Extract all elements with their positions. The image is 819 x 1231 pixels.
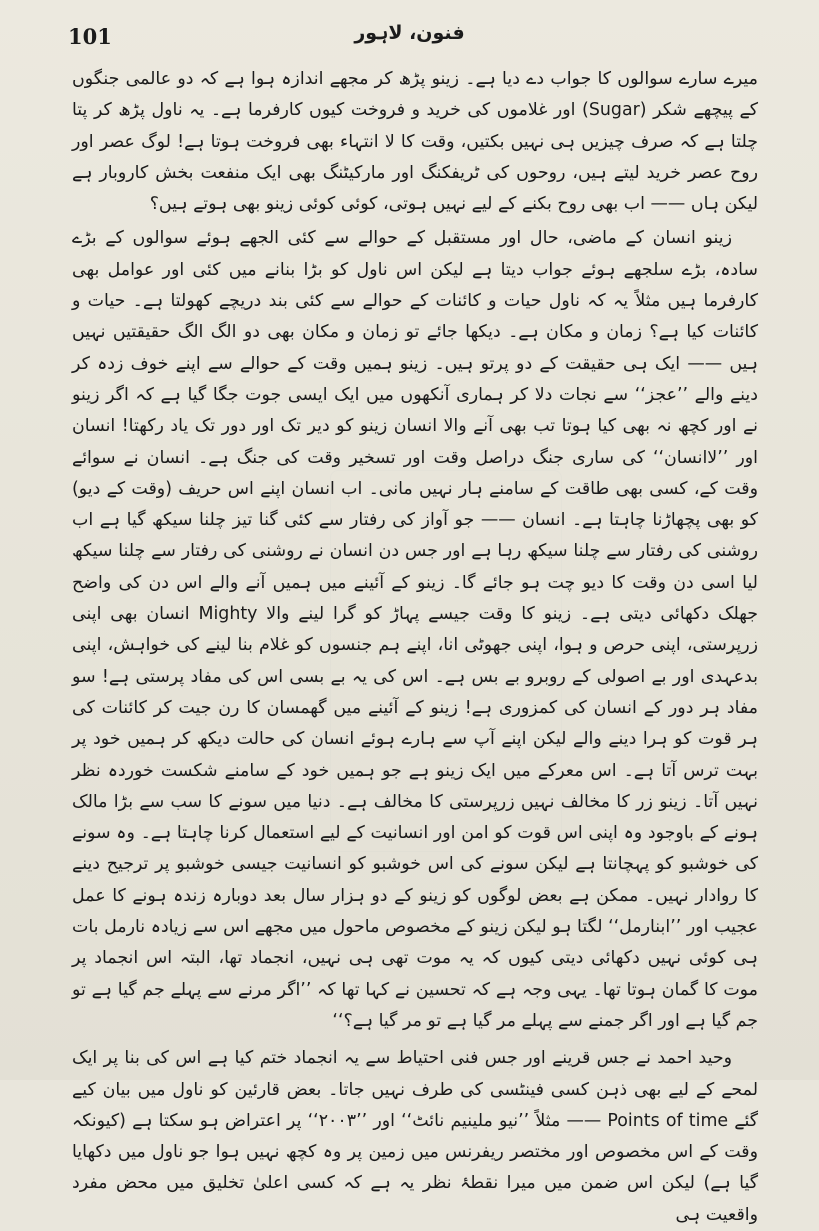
article-body <box>72 64 759 1225</box>
page-header <box>0 18 819 58</box>
page-number: 101 <box>68 24 112 49</box>
paragraph-3: وحید احمد نے جس قرینے اور جس فنی احتیاط سے یہ انجماد ختم کیا ہے اس کی بنا پر ایک لمحے کے لیے بھی ذہن کسی فینٹسی کی طرف نہیں جاتا۔ بعض قارئین کو ناول میں بیان کیے گئے Points of time —— مثلاً ’’نیو ملینیم نائٹ‘‘ اور ’’۲۰۰۳‘‘ پر اعتراض ہو سکتا ہے (کیونکہ وقت کے اس مخصوص اور مختصر ریفرنس میں زمین پر وہ کچھ نہیں ہوا جو ناول میں دکھایا گیا ہے) لیکن اس ضمن میں میرا نقطۂ نظر یہ ہے کہ کسی اعلیٰ تخلیق میں محض مفرد واقعیت ہی <box>72 1048 758 1225</box>
paragraph-1: میرے سارے سوالوں کا جواب دے دیا ہے۔ زینو پڑھ کر مجھے اندازہ ہوا ہے کہ دو عالمی جنگوں کے پیچھے شکر (Sugar) اور غلاموں کی خرید و فروخت کیوں کارفرما ہے۔ یہ ناول پڑھ کر پتا چلتا ہے کہ صرف چیزیں ہی نہیں بکتیں، وقت کا لا انتہاء بھی فروخت ہوتا ہے! لوگ عصر اور روح عصر خرید لیتے ہیں، روحوں کی ٹریفکنگ اور مارکیٹنگ بھی ایک منفعت بخش کاروبار ہے لیکن ہاں —— اب بھی روح بکنے کے لیے نہیں ہوتی، کوئی کوئی زینو بھی ہوتے ہیں؟ <box>72 69 758 215</box>
paragraph-2: زینو انسان کے ماضی، حال اور مستقبل کے حوالے سے کئی الجھے ہوئے سوالوں کے بڑے سادہ، بڑے سلجھے ہوئے جواب دیتا ہے لیکن اس ناول کو بڑا بنانے میں کئی اور عوامل بھی کارفرما ہیں مثلاً یہ کہ ناول حیات و کائنات کے حوالے سے کئی بند دریچے کھولتا ہے۔ حیات و کائنات کیا ہے؟ زمان و مکان ہے۔ دیکھا جائے تو زمان و مکان بھی دو الگ الگ حقیقتیں نہیں ہیں —— ایک ہی حقیقت کے دو پرتو ہیں۔ زینو ہمیں وقت کے حوالے سے اپنے خوف زدہ کر دینے والے ’’عجز‘‘ سے نجات دلا کر ہماری آنکھوں میں ایک ایسی جوت جگا گیا ہے کہ اگر زینو نے اور کچھ نہ بھی کیا ہوتا تب بھی آنے والا انسان زینو کو دیر تک اور دور تک یاد رکھتا! انسان اور ’’لاانسان‘‘ کی ساری جنگ دراصل وقت اور تسخیر وقت کی جنگ ہے۔ انسان نے سوائے وقت کے، کسی بھی طاقت کے سامنے ہار نہیں مانی۔ اب انسان اپنے اس حریف (وقت کے دیو) کو بھی پچھاڑنا چاہتا ہے۔ انسان —— جو آواز کی رفتار سے کئی گنا تیز چلنا سیکھ گیا ہے اب روشنی کی رفتار سے چلنا سیکھ رہا ہے اور جس دن انسان نے روشنی کی رفتار سے چلنا سیکھ لیا اسی دن وقت کا دیو چت ہو جائے گا۔ زینو کے آئینے میں ہمیں آنے والے اس دن کی واضح جھلک دکھائی دیتی ہے۔ زینو کا وقت جیسے پہاڑ کو گرا لینے والا Mighty انسان بھی اپنی زرپرستی، اپنی حرص و ہوا، اپنی جھوٹی انا، اپنے ہم جنسوں کو غلام بنا لینے کی خواہش، اپنی بدعہدی اور بے اصولی کے روبرو بے بس ہے۔ اس کی یہ بے بسی اس کی مفاد پرستی ہے! سو مفاد ہر دور کے انسان کی کمزوری ہے! زینو کے آئینے میں گھمسان کا رن جیت کر کائنات کی ہر قوت کو ہرا دینے والے لیکن اپنے آپ سے ہارے ہوئے انسان کی حالت دیکھ کر ہمیں خود پر بہت ترس آتا ہے۔ اس معرکے میں ایک زینو ہے جو ہمیں خود کے سامنے شکست خوردہ نظر نہیں آتا۔ زینو زر کا مخالف نہیں زرپرستی کا مخالف ہے۔ دنیا میں سونے کا سب سے بڑا مالک ہونے کے باوجود وہ اپنی اس قوت کو امن اور انسانیت کے لیے استعمال کرنا چاہتا ہے۔ وہ سونے کی خوشبو کو پہچانتا ہے لیکن سونے کی اس خوشبو کو انسانیت جیسی خوشبو پر ترجیح دینے کا روادار نہیں۔ ممکن ہے بعض لوگوں کو زینو کے دو ہزار سال بعد دوبارہ زندہ ہونے کا عمل عجیب اور ’’ابنارمل‘‘ لگتا ہو لیکن زینو کے مخصوص ماحول میں مجھے اس سے زیادہ نارمل بات ہی کوئی نہیں دکھائی دیتی کیوں کہ یہ موت تھی ہی نہیں، انجماد تھا، البتہ اس انجماد پر موت کا گمان ہوتا تھا۔ یہی وجہ ہے کہ تحسین نے کہا تھا کہ ’’اگر مرنے سے پہلے جم گیا ہے تو جم گیا ہے اور اگر جمنے سے پہلے مر گیا ہے تو مر گیا ہے؟‘‘ <box>72 228 759 1031</box>
running-head: فنون، لاہور <box>354 22 465 44</box>
